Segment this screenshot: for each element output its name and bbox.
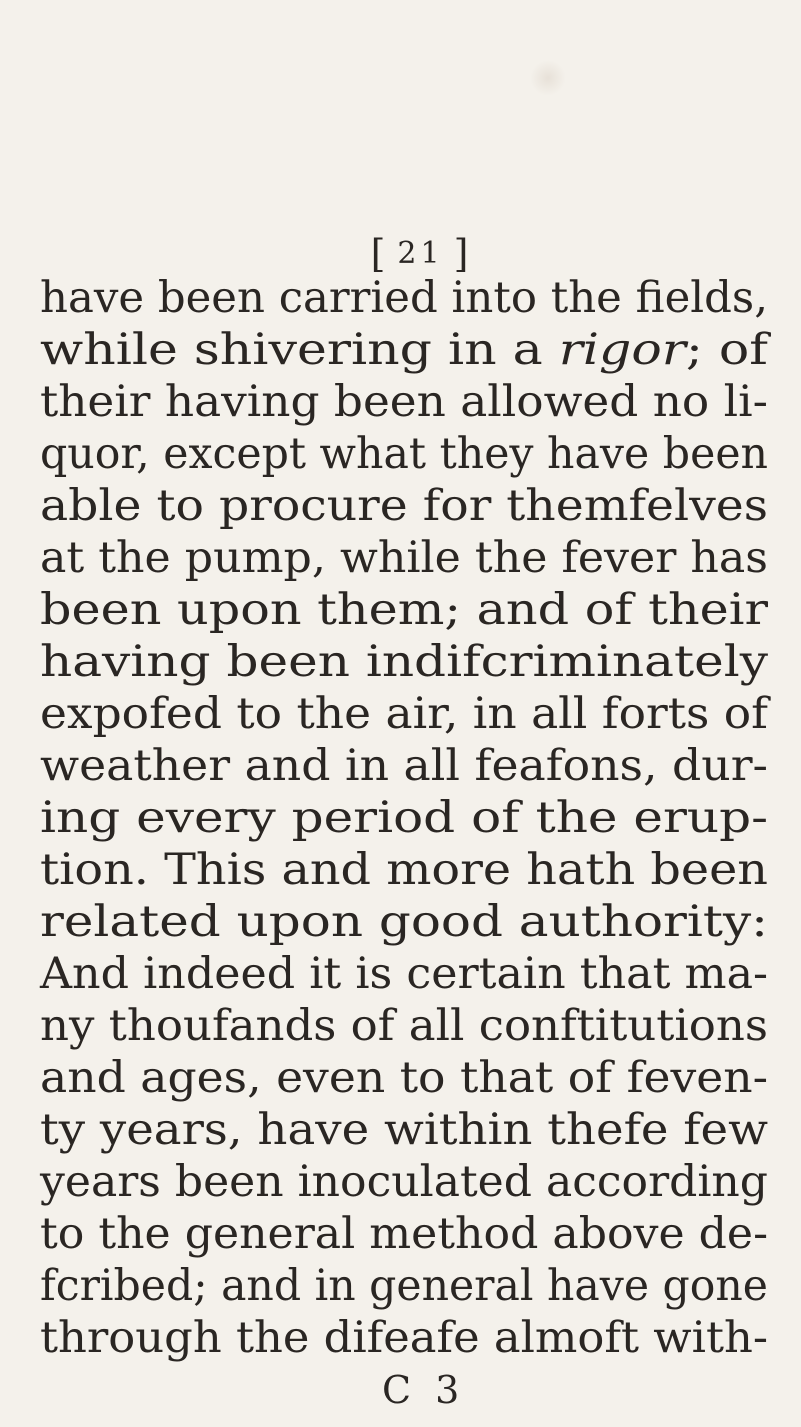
signature-mark: C 3	[382, 1368, 466, 1412]
page-header	[0, 232, 801, 276]
header-open-bracket: [	[370, 232, 388, 276]
paper-stain	[530, 60, 566, 96]
page-number: 21	[397, 236, 444, 271]
italic-word: rigor	[558, 325, 686, 375]
header-close-bracket: ]	[453, 232, 471, 276]
book-page: [ 21 ] have been carried into the fields, while shivering in a rigor; of their having been allowed no li- quor, except what they have been able to procure for themfelves at the pump, while the fever has been upon them; and of their having been indifcriminately expofed to the air, in all forts of weather and in all feafons, dur- ing every period of the erup- tion. This and more hath been related upon good authority: And indeed it is certain that ma- ny thoufands of all conftitutions and ages, even to that of feven- ty years, have within thefe few years been inoculated according to the general method above de- fcribed; and in general have gone through the difeafe almoft with- C 3	[0, 0, 801, 1427]
